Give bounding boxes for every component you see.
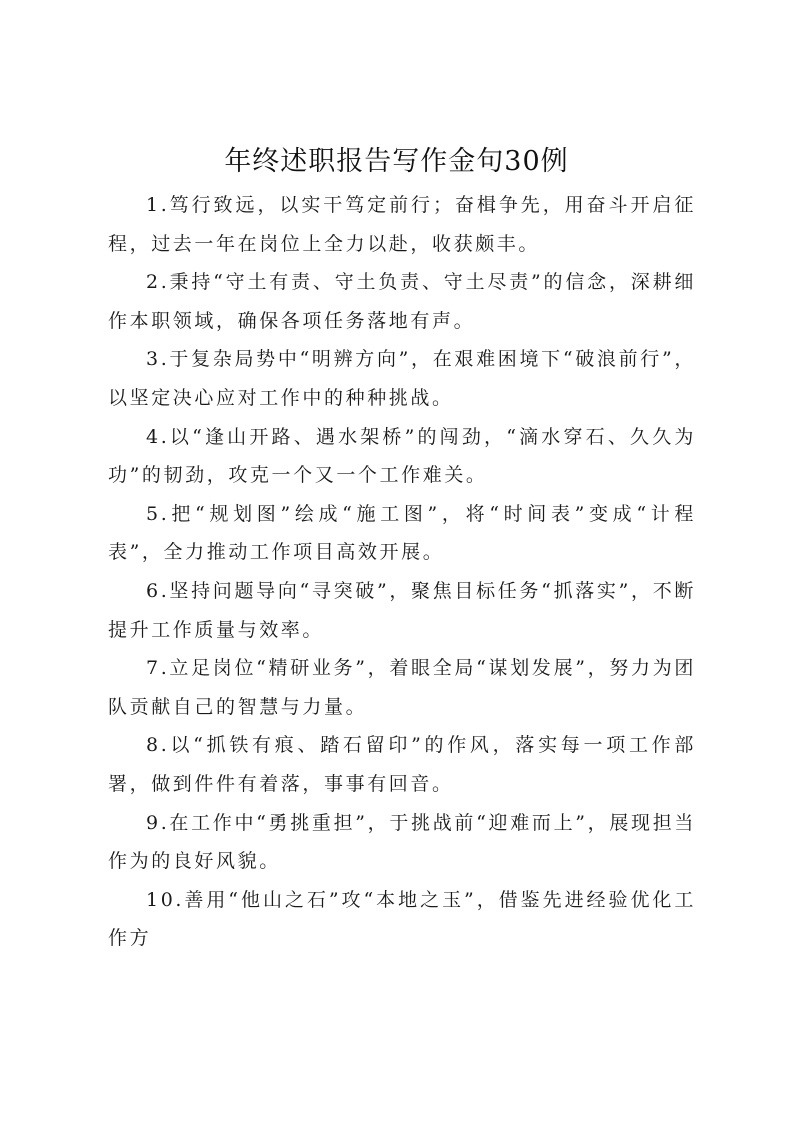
list-item: 10.善用“他山之石”攻“本地之玉”，借鉴先进经验优化工作方 [108, 888, 696, 950]
list-item: 7.立足岗位“精研业务”，着眼全局“谋划发展”，努力为团队贡献自己的智慧与力量。 [108, 657, 696, 718]
list-item: 6.坚持问题导向“寻突破”，聚焦目标任务“抓落实”，不断提升工作质量与效率。 [108, 579, 696, 641]
list-item: 4.以“逢山开路、遇水架桥”的闯劲，“滴水穿石、久久为功”的韧劲，攻克一个又一个工作难关。 [108, 425, 696, 487]
document-body [108, 186, 696, 958]
document-title: 年终述职报告写作金句30例 [224, 146, 569, 177]
list-item: 1.笃行致远，以实干笃定前行；奋楫争先，用奋斗开启征程，过去一年在岗位上全力以赴，收获颇丰。 [108, 194, 696, 255]
list-item: 5.把“规划图”绘成“施工图”，将“时间表”变成“计程表”，全力推动工作项目高效开展。 [108, 502, 696, 564]
list-item: 3.于复杂局势中“明辨方向”，在艰难困境下“破浪前行”，以坚定决心应对工作中的种种挑战。 [108, 348, 696, 409]
list-item: 8.以“抓铁有痕、踏石留印”的作风，落实每一项工作部署，做到件件有着落，事事有回音。 [108, 734, 696, 795]
list-item: 2.秉持“守土有责、守土负责、守土尽责”的信念，深耕细作本职领域，确保各项任务落地有声。 [108, 271, 696, 332]
list-item: 9.在工作中“勇挑重担”，于挑战前“迎难而上”，展现担当作为的良好风貌。 [108, 811, 696, 873]
